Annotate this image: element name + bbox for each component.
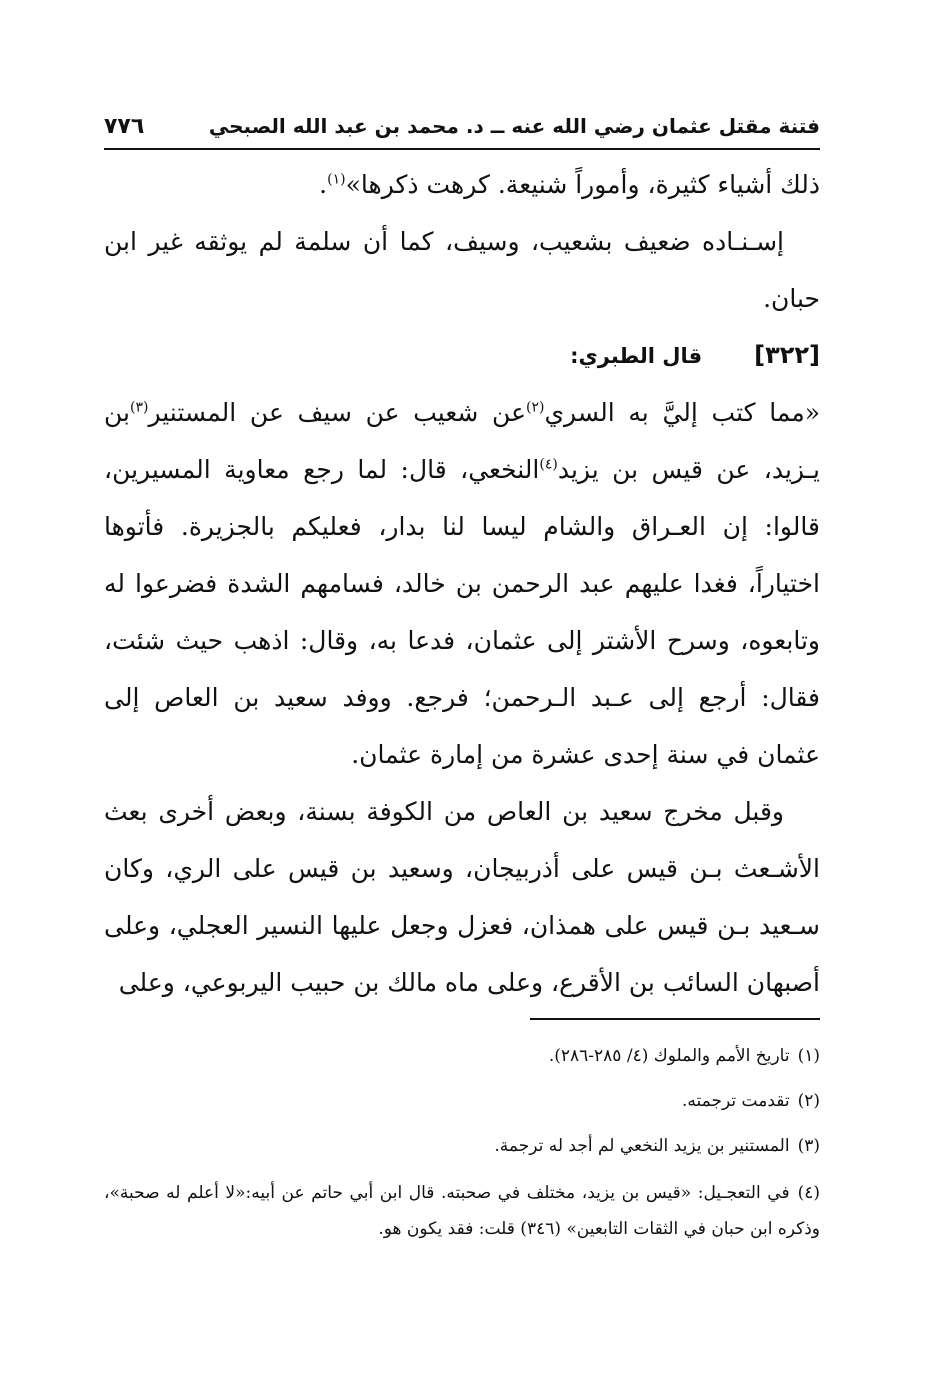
footnote-mark: (٢) [797, 1091, 820, 1111]
footnote-text: المستنير بن يزيد النخعي لم أجد له ترجمة. [494, 1136, 790, 1156]
footnote-mark: (١) [797, 1046, 820, 1066]
section-heading [104, 327, 820, 384]
book-page [104, 104, 820, 1011]
main-text [104, 156, 820, 1011]
page-number: ٧٧٦ [104, 114, 145, 139]
second-paragraph: وقبل مخرج سعيد بن العاص من الكوفة بسنة، وبعض أخرى بعث الأشـعث بـن قيس على أذربيجان، وسعيد بن قيس على الري، وكان سـعيد بـن قيس على همذان، فعزل وجعل عليها النسير العجلي، وعلى أصبهان السائب بن الأقرع، وعلى ماه مالك بن حبيب اليربوعي، وعلى [104, 797, 820, 997]
running-title: فتنة مقتل عثمان رضي الله عنه ــ د. محمد بن عبد الله الصبحي [208, 114, 820, 138]
isnad-note: إسـنـاده ضعيف بشعيب، وسيف، كما أن سلمة لم يوثقه غير ابن حبان. [104, 227, 820, 313]
narration-paragraph: «مما كتب إليَّ به السري$^{(٢)}$عن شعيب عن سيف عن المستنير$^{(٣)}$بن يـزيد، عن قيس بن يزيد$^{(٤)}$النخعي، قال: لما رجع معاوية المسيرين، قالوا: إن العـراق والشام ليسا لنا بدار، فعليكم بالجزيرة. فأتوها اختياراً، فغدا عليهم عبد الرحمن بن خالد، فسامهم الشدة فضرعوا له وتابعوه، وسرح الأشتر إلى عثمان، فدعا به، وقال: اذهب حيث شئت، فقال: أرجع إلى عـبد الـرحمن؛ فرجع. ووفد سعيد بن العاص إلى عثمان في سنة إحدى عشرة من إمارة عثمان. [104, 398, 821, 769]
intro-line: ذلك أشياء كثيرة، وأموراً شنيعة. كرهت ذكرها»$^{(١)}$. [319, 170, 820, 199]
running-header [104, 104, 820, 150]
section-attribution: قال الطبري: [570, 344, 703, 368]
section-number: [٣٢٢] [754, 341, 820, 369]
footnote-text: في التعجـيل: «قيس بن يزيد، مختلف في صحبته. قال ابن أبي حاتم عن أبيه:«لا أعلم له صحبة»، وذكره ابن حبان في الثقات التابعين» (٣٤٦) قلت: فقد يكون هو. [104, 1183, 820, 1239]
footnotes [104, 1034, 820, 1247]
footnote-item [104, 1034, 820, 1079]
footnote-ref-2[interactable]: (٢) [526, 399, 545, 416]
footnote-text: تقدمت ترجمته. [682, 1091, 790, 1111]
footnote-separator [530, 1018, 820, 1020]
footnote-text: تاريخ الأمم والملوك (٤/ ٢٨٥-٢٨٦). [548, 1046, 790, 1066]
footnote-ref-1[interactable]: (١) [327, 171, 346, 188]
footnote-item [104, 1175, 820, 1247]
footnote-item [104, 1079, 820, 1124]
footnote-item [104, 1124, 820, 1169]
footnote-ref-3[interactable]: (٣) [130, 399, 149, 416]
footnote-ref-4[interactable]: (٤) [539, 456, 558, 473]
footnote-mark: (٤) [797, 1183, 820, 1203]
footnote-mark: (٣) [797, 1136, 820, 1156]
